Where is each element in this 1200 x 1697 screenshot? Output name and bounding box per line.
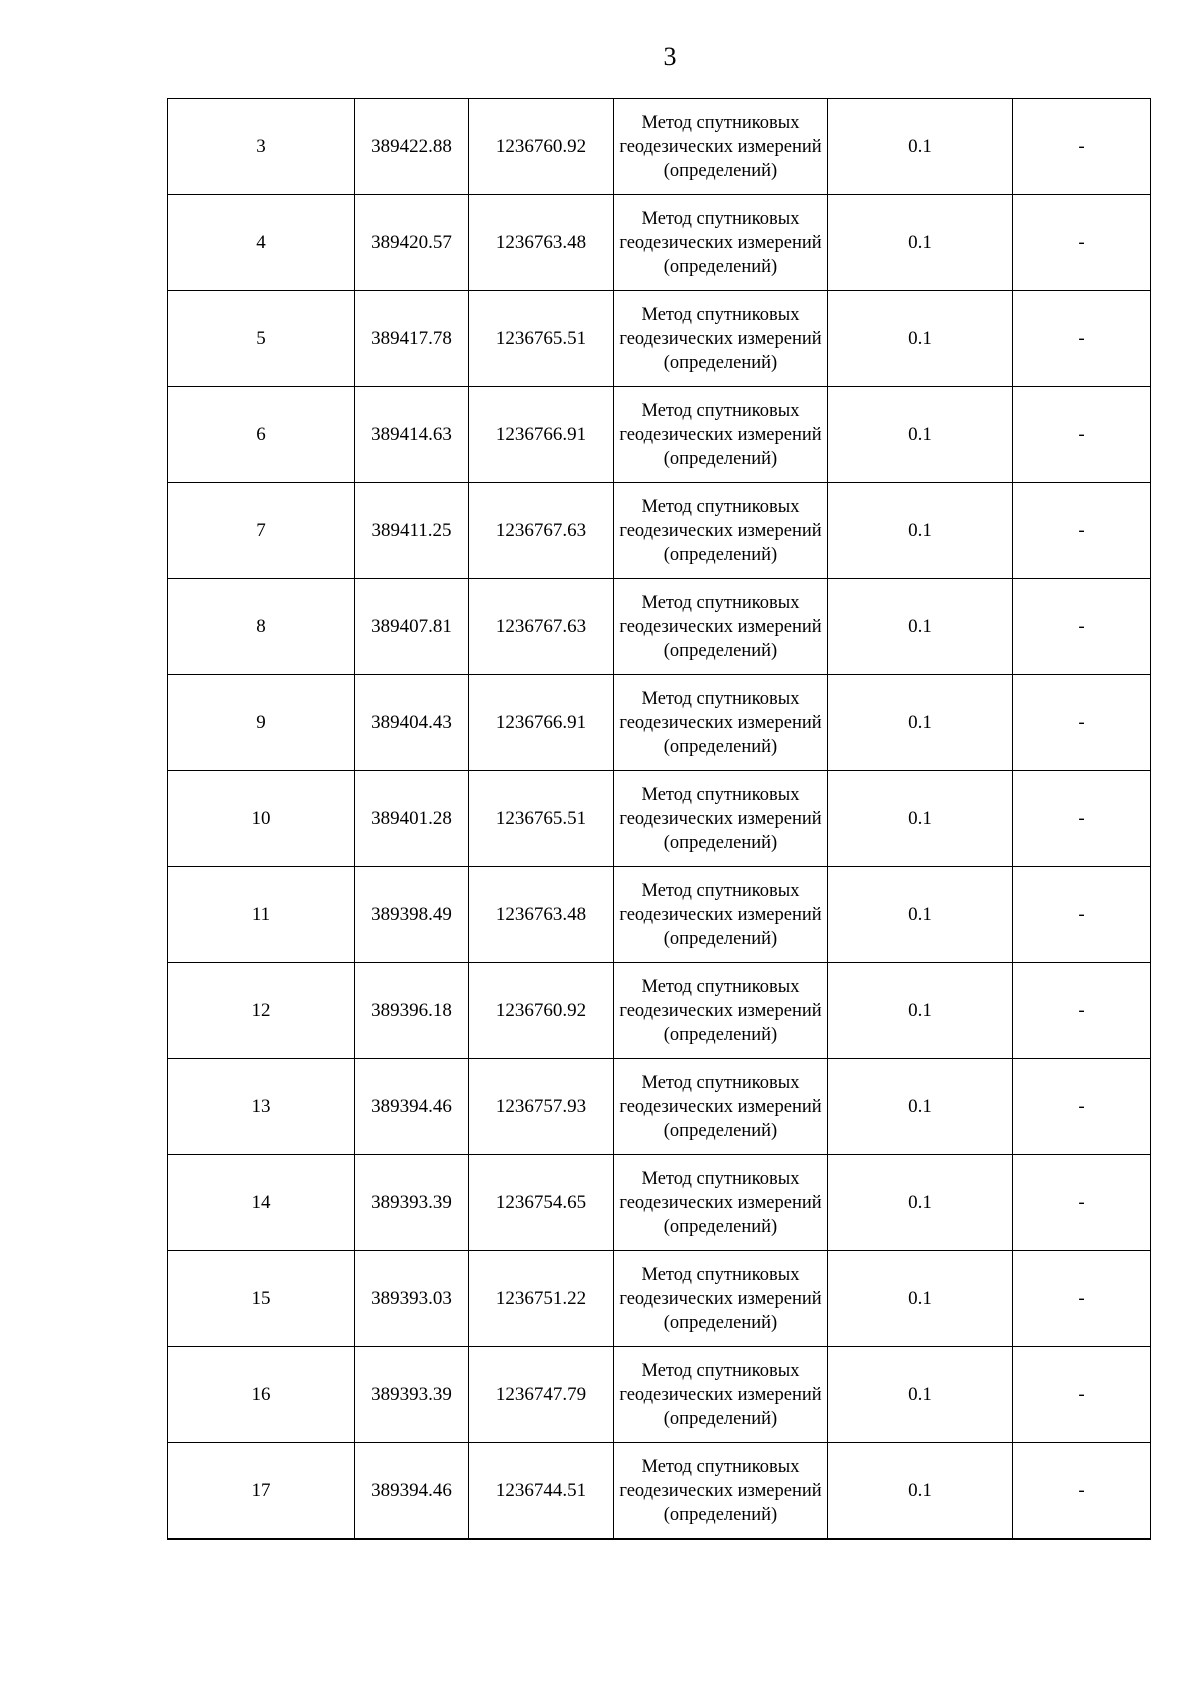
- method-cell: Метод спутниковых геодезических измерений (определений): [614, 1443, 828, 1540]
- y-coordinate-cell: 1236747.79: [469, 1347, 614, 1443]
- description-cell: -: [1013, 291, 1151, 387]
- point-number-cell: 16: [168, 1347, 355, 1443]
- x-coordinate-cell: 389422.88: [355, 99, 469, 195]
- point-number-cell: 14: [168, 1155, 355, 1251]
- description-cell: -: [1013, 579, 1151, 675]
- point-number-cell: 12: [168, 963, 355, 1059]
- description-cell: -: [1013, 1059, 1151, 1155]
- description-cell: -: [1013, 867, 1151, 963]
- table-row: [168, 1059, 1151, 1155]
- point-number-cell: 9: [168, 675, 355, 771]
- accuracy-cell: 0.1: [828, 1347, 1013, 1443]
- method-cell: Метод спутниковых геодезических измерений (определений): [614, 387, 828, 483]
- accuracy-cell: 0.1: [828, 963, 1013, 1059]
- method-cell: Метод спутниковых геодезических измерений (определений): [614, 99, 828, 195]
- table-row: [168, 483, 1151, 579]
- y-coordinate-cell: 1236763.48: [469, 867, 614, 963]
- table-row: [168, 195, 1151, 291]
- y-coordinate-cell: 1236760.92: [469, 963, 614, 1059]
- method-cell: Метод спутниковых геодезических измерений (определений): [614, 867, 828, 963]
- x-coordinate-cell: 389393.03: [355, 1251, 469, 1347]
- description-cell: -: [1013, 1443, 1151, 1540]
- method-cell: Метод спутниковых геодезических измерений (определений): [614, 1155, 828, 1251]
- point-number-cell: 8: [168, 579, 355, 675]
- y-coordinate-cell: 1236754.65: [469, 1155, 614, 1251]
- table-row: [168, 963, 1151, 1059]
- x-coordinate-cell: 389404.43: [355, 675, 469, 771]
- accuracy-cell: 0.1: [828, 1155, 1013, 1251]
- description-cell: -: [1013, 1347, 1151, 1443]
- y-coordinate-cell: 1236765.51: [469, 771, 614, 867]
- x-coordinate-cell: 389401.28: [355, 771, 469, 867]
- table-row: [168, 579, 1151, 675]
- point-number-cell: 11: [168, 867, 355, 963]
- method-cell: Метод спутниковых геодезических измерений (определений): [614, 1059, 828, 1155]
- table-row: [168, 675, 1151, 771]
- table-row: [168, 1155, 1151, 1251]
- table-row: [168, 867, 1151, 963]
- x-coordinate-cell: 389407.81: [355, 579, 469, 675]
- accuracy-cell: 0.1: [828, 1251, 1013, 1347]
- accuracy-cell: 0.1: [828, 387, 1013, 483]
- point-number-cell: 17: [168, 1443, 355, 1540]
- method-cell: Метод спутниковых геодезических измерений (определений): [614, 483, 828, 579]
- accuracy-cell: 0.1: [828, 675, 1013, 771]
- y-coordinate-cell: 1236767.63: [469, 483, 614, 579]
- method-cell: Метод спутниковых геодезических измерений (определений): [614, 195, 828, 291]
- coordinates-table: [167, 98, 1151, 1540]
- y-coordinate-cell: 1236757.93: [469, 1059, 614, 1155]
- accuracy-cell: 0.1: [828, 771, 1013, 867]
- accuracy-cell: 0.1: [828, 483, 1013, 579]
- point-number-cell: 10: [168, 771, 355, 867]
- method-cell: Метод спутниковых геодезических измерений (определений): [614, 579, 828, 675]
- x-coordinate-cell: 389393.39: [355, 1347, 469, 1443]
- description-cell: -: [1013, 675, 1151, 771]
- table-row: [168, 1347, 1151, 1443]
- point-number-cell: 7: [168, 483, 355, 579]
- method-cell: Метод спутниковых геодезических измерений (определений): [614, 771, 828, 867]
- description-cell: -: [1013, 1155, 1151, 1251]
- x-coordinate-cell: 389420.57: [355, 195, 469, 291]
- accuracy-cell: 0.1: [828, 1443, 1013, 1540]
- x-coordinate-cell: 389394.46: [355, 1059, 469, 1155]
- method-cell: Метод спутниковых геодезических измерений (определений): [614, 675, 828, 771]
- method-cell: Метод спутниковых геодезических измерений (определений): [614, 1251, 828, 1347]
- y-coordinate-cell: 1236766.91: [469, 675, 614, 771]
- point-number-cell: 6: [168, 387, 355, 483]
- table-row: [168, 1251, 1151, 1347]
- accuracy-cell: 0.1: [828, 99, 1013, 195]
- x-coordinate-cell: 389398.49: [355, 867, 469, 963]
- point-number-cell: 15: [168, 1251, 355, 1347]
- y-coordinate-cell: 1236763.48: [469, 195, 614, 291]
- x-coordinate-cell: 389417.78: [355, 291, 469, 387]
- method-cell: Метод спутниковых геодезических измерений (определений): [614, 963, 828, 1059]
- table-row: [168, 99, 1151, 195]
- y-coordinate-cell: 1236766.91: [469, 387, 614, 483]
- description-cell: -: [1013, 99, 1151, 195]
- y-coordinate-cell: 1236767.63: [469, 579, 614, 675]
- accuracy-cell: 0.1: [828, 579, 1013, 675]
- y-coordinate-cell: 1236760.92: [469, 99, 614, 195]
- description-cell: -: [1013, 1251, 1151, 1347]
- description-cell: -: [1013, 963, 1151, 1059]
- page-number: 3: [663, 42, 677, 71]
- accuracy-cell: 0.1: [828, 195, 1013, 291]
- description-cell: -: [1013, 387, 1151, 483]
- point-number-cell: 13: [168, 1059, 355, 1155]
- table-body: [168, 99, 1151, 1540]
- method-cell: Метод спутниковых геодезических измерений (определений): [614, 291, 828, 387]
- x-coordinate-cell: 389393.39: [355, 1155, 469, 1251]
- description-cell: -: [1013, 483, 1151, 579]
- accuracy-cell: 0.1: [828, 867, 1013, 963]
- point-number-cell: 3: [168, 99, 355, 195]
- table-row: [168, 387, 1151, 483]
- accuracy-cell: 0.1: [828, 1059, 1013, 1155]
- x-coordinate-cell: 389396.18: [355, 963, 469, 1059]
- y-coordinate-cell: 1236751.22: [469, 1251, 614, 1347]
- table-row: [168, 291, 1151, 387]
- x-coordinate-cell: 389411.25: [355, 483, 469, 579]
- description-cell: -: [1013, 771, 1151, 867]
- description-cell: -: [1013, 195, 1151, 291]
- table-row: [168, 1443, 1151, 1540]
- table-row: [168, 771, 1151, 867]
- x-coordinate-cell: 389414.63: [355, 387, 469, 483]
- point-number-cell: 5: [168, 291, 355, 387]
- x-coordinate-cell: 389394.46: [355, 1443, 469, 1540]
- accuracy-cell: 0.1: [828, 291, 1013, 387]
- method-cell: Метод спутниковых геодезических измерений (определений): [614, 1347, 828, 1443]
- y-coordinate-cell: 1236765.51: [469, 291, 614, 387]
- point-number-cell: 4: [168, 195, 355, 291]
- y-coordinate-cell: 1236744.51: [469, 1443, 614, 1540]
